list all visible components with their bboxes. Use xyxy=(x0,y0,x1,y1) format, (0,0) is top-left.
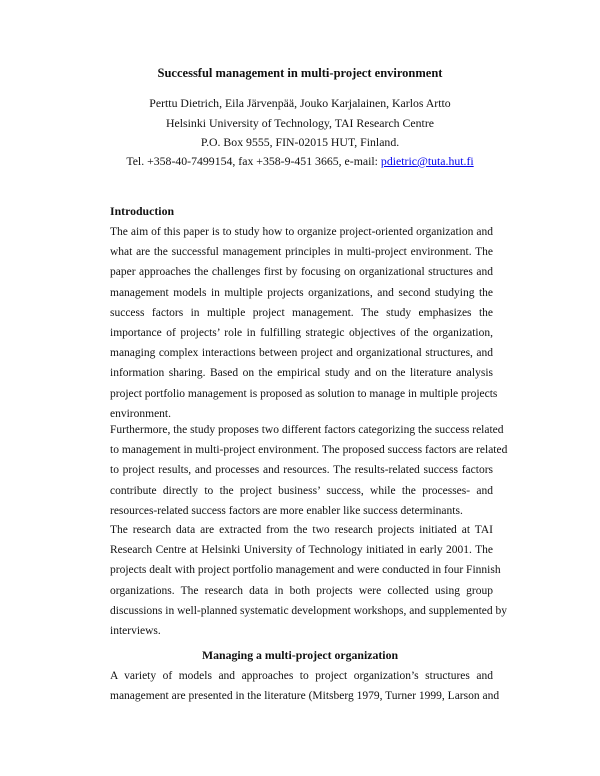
contact-text: Tel. +358-40-7499154, fax +358-9-451 3665, e-mail: xyxy=(126,154,381,168)
text-line: Research Centre at Helsinki University of Technology initiated in early 2001. The xyxy=(110,544,493,557)
section-heading-introduction: Introduction xyxy=(110,204,175,218)
text-line: contribute directly to the project business’ success, while the processes- and xyxy=(110,484,493,497)
text-line: importance of projects’ role in fulfilling strategic objectives of the organization, xyxy=(110,327,493,340)
text-line: success factors in multiple project management. The study emphasizes the xyxy=(110,306,493,319)
paper-title: Successful management in multi-project environment xyxy=(157,66,443,80)
text-line: paper approaches the challenges first by focusing on organizational structures and xyxy=(110,266,493,279)
text-line: A variety of models and approaches to project organization’s structures and xyxy=(110,670,493,682)
text-line: to project results, and processes and resources. The results-related success factors xyxy=(110,464,493,477)
text-line: The research data are extracted from the two research projects initiated at TAI xyxy=(110,524,493,536)
contact-line xyxy=(0,154,600,169)
text-line: managing complex interactions between project and organizational structures, and xyxy=(110,347,493,360)
paragraph-intro-1 xyxy=(110,222,498,424)
section-heading-multi-project: Managing a multi-project organization xyxy=(201,648,399,662)
text-line: management are presented in the literature (Mitsberg 1979, Turner 1999, Larson and xyxy=(110,690,500,703)
text-line: what are the successful management principles in multi-project environment. The xyxy=(110,246,493,259)
text-line: Furthermore, the study proposes two different factors categorizing the success related xyxy=(110,424,504,436)
text-line: resources-related success factors are more enabler like success determinants. xyxy=(110,504,463,517)
text-line: project portfolio management is proposed as solution to manage in multiple projects xyxy=(110,387,498,400)
authors: Perttu Dietrich, Eila Järvenpää, Jouko Karjalainen, Karlos Artto xyxy=(149,96,451,110)
paragraph-multi-project-1 xyxy=(110,666,500,706)
email-link[interactable]: pdietric@tuta.hut.fi xyxy=(380,154,474,168)
paragraph-intro-2 xyxy=(110,420,508,521)
address: P.O. Box 9555, FIN-02015 HUT, Finland. xyxy=(200,135,400,149)
text-line: management models in multiple projects organizations, and second studying the xyxy=(110,286,493,299)
text-line: discussions in well-planned systematic development workshops, and supplemented by xyxy=(110,604,508,617)
text-line: organizations. The research data in both projects were collected using group xyxy=(110,584,493,597)
text-line: environment. xyxy=(110,407,171,420)
text-line: interviews. xyxy=(110,625,161,638)
paragraph-intro-3 xyxy=(110,520,508,641)
text-line: projects dealt with project portfolio management and were conducted in four Finnish xyxy=(110,564,501,577)
text-line: information sharing. Based on the empirical study and on the literature analysis xyxy=(110,367,493,380)
text-line: to management in multi-project environment. The proposed success factors are related xyxy=(110,444,508,457)
affiliation: Helsinki University of Technology, TAI Research Centre xyxy=(166,116,434,130)
text-line: The aim of this paper is to study how to organize project-oriented organization and xyxy=(110,226,493,238)
